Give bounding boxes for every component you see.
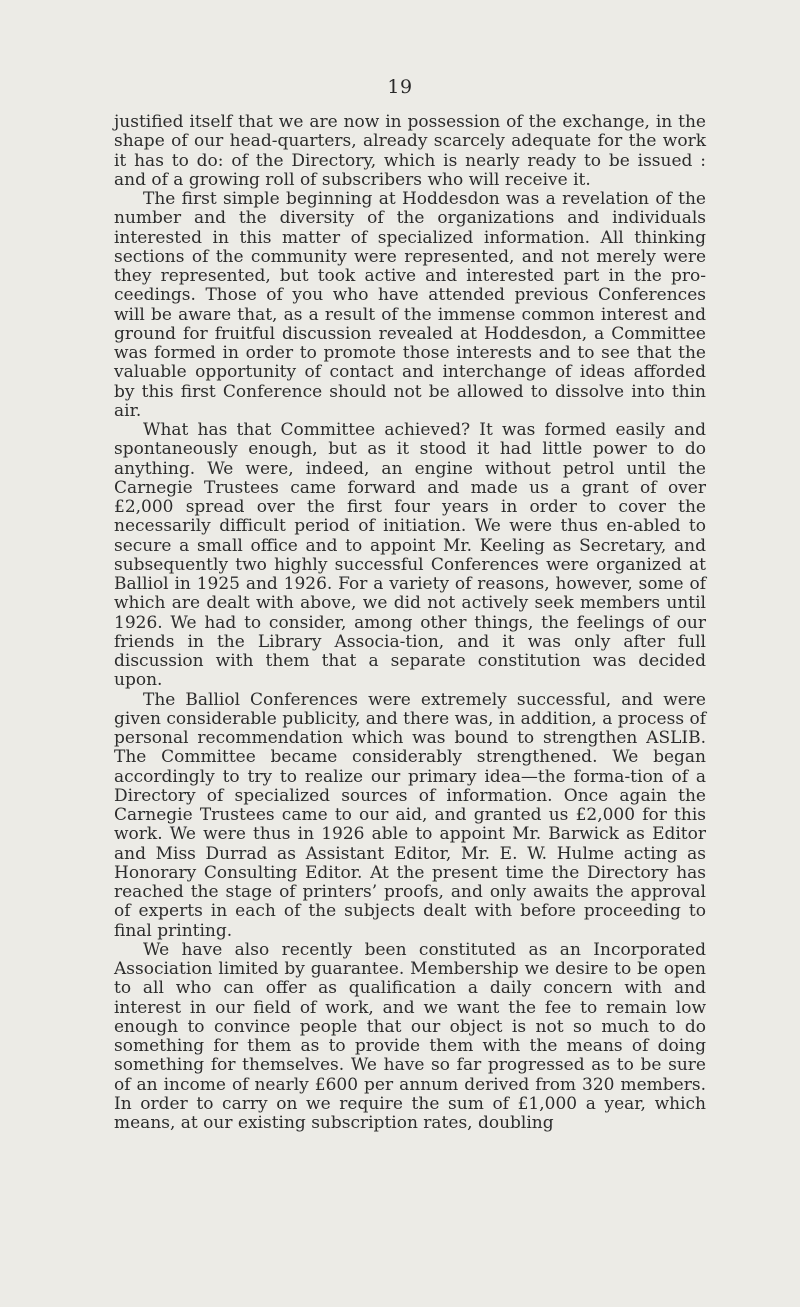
paragraph: The first simple beginning at Hoddesdon was a revelation of the number and the diversity of the organizations and individuals interested in this matter of specialized information. All thinking sections of the community were represented, and not merely were they represented, but took active and interested part in the pro-ceedings. Those of you who have attended previous Conferences will be aware that, as a result of the immense common interest and ground for fruitful discussion revealed at Hoddesdon, a Committee was formed in order to promote those interests and to see that the valuable opportunity of contact and interchange of ideas afforded by this first Conference should not be allowed to dissolve into thin air. xyxy=(114,189,706,421)
page-number: 19 xyxy=(387,76,413,98)
paragraph: We have also recently been constituted as an Incorporated Association limited by guarantee. Membership we desire to be open to all who can offer as qualification a daily concern with and interest in our field of work, and we want the fee to remain low enough to convince people that our object is not so much to do something for them as to provide them with the means of doing something for themselves. We have so far progressed as to be sure of an income of nearly £600 per annum derived from 320 members. In order to carry on we require the sum of £1,000 a year, which means, at our existing subscription rates, doubling xyxy=(114,939,706,1133)
paragraph: What has that Committee achieved? It was formed easily and spontaneously enough, but as it stood it had little power to do anything. We were, indeed, an engine without petrol until the Carnegie Trustees came forward and made us a grant of over £2,000 spread over the first four years in order to cover the necessarily difficult period of initiation. We were thus en-abled to secure a small office and to appoint Mr. Keeling as Secretary, and subsequently two highly successful Conferences were organized at Balliol in 1925 and 1926. For a variety of reasons, however, some of which are dealt with above, we did not actively seek members until 1926. We had to consider, among other things, the feelings of our friends in the Library Associa-tion, and it was only after full discussion with them that a separate constitution was decided upon. xyxy=(114,420,706,691)
body-text xyxy=(114,113,706,1133)
paragraph: justified itself that we are now in possession of the exchange, in the shape of our head-quarters, already scarcely adequate for the work it has to do: of the Directory, which is nearly ready to be issued : and of a growing roll of subscribers who will receive it. xyxy=(114,112,706,190)
paragraph: The Balliol Conferences were extremely successful, and were given considerable publicity, and there was, in addition, a process of personal recommendation which was bound to strengthen ASLIB. The Committee became considerably strengthened. We began accordingly to try to realize our primary idea—the forma-tion of a Directory of specialized sources of information. Once again the Carnegie Trustees came to our aid, and granted us £2,000 for this work. We were thus in 1926 able to appoint Mr. Barwick as Editor and Miss Durrad as Assistant Editor, Mr. E. W. Hulme acting as Honorary Consulting Editor. At the present time the Directory has reached the stage of printers’ proofs, and only awaits the approval of experts in each of the subjects dealt with before proceeding to final printing. xyxy=(114,689,706,941)
